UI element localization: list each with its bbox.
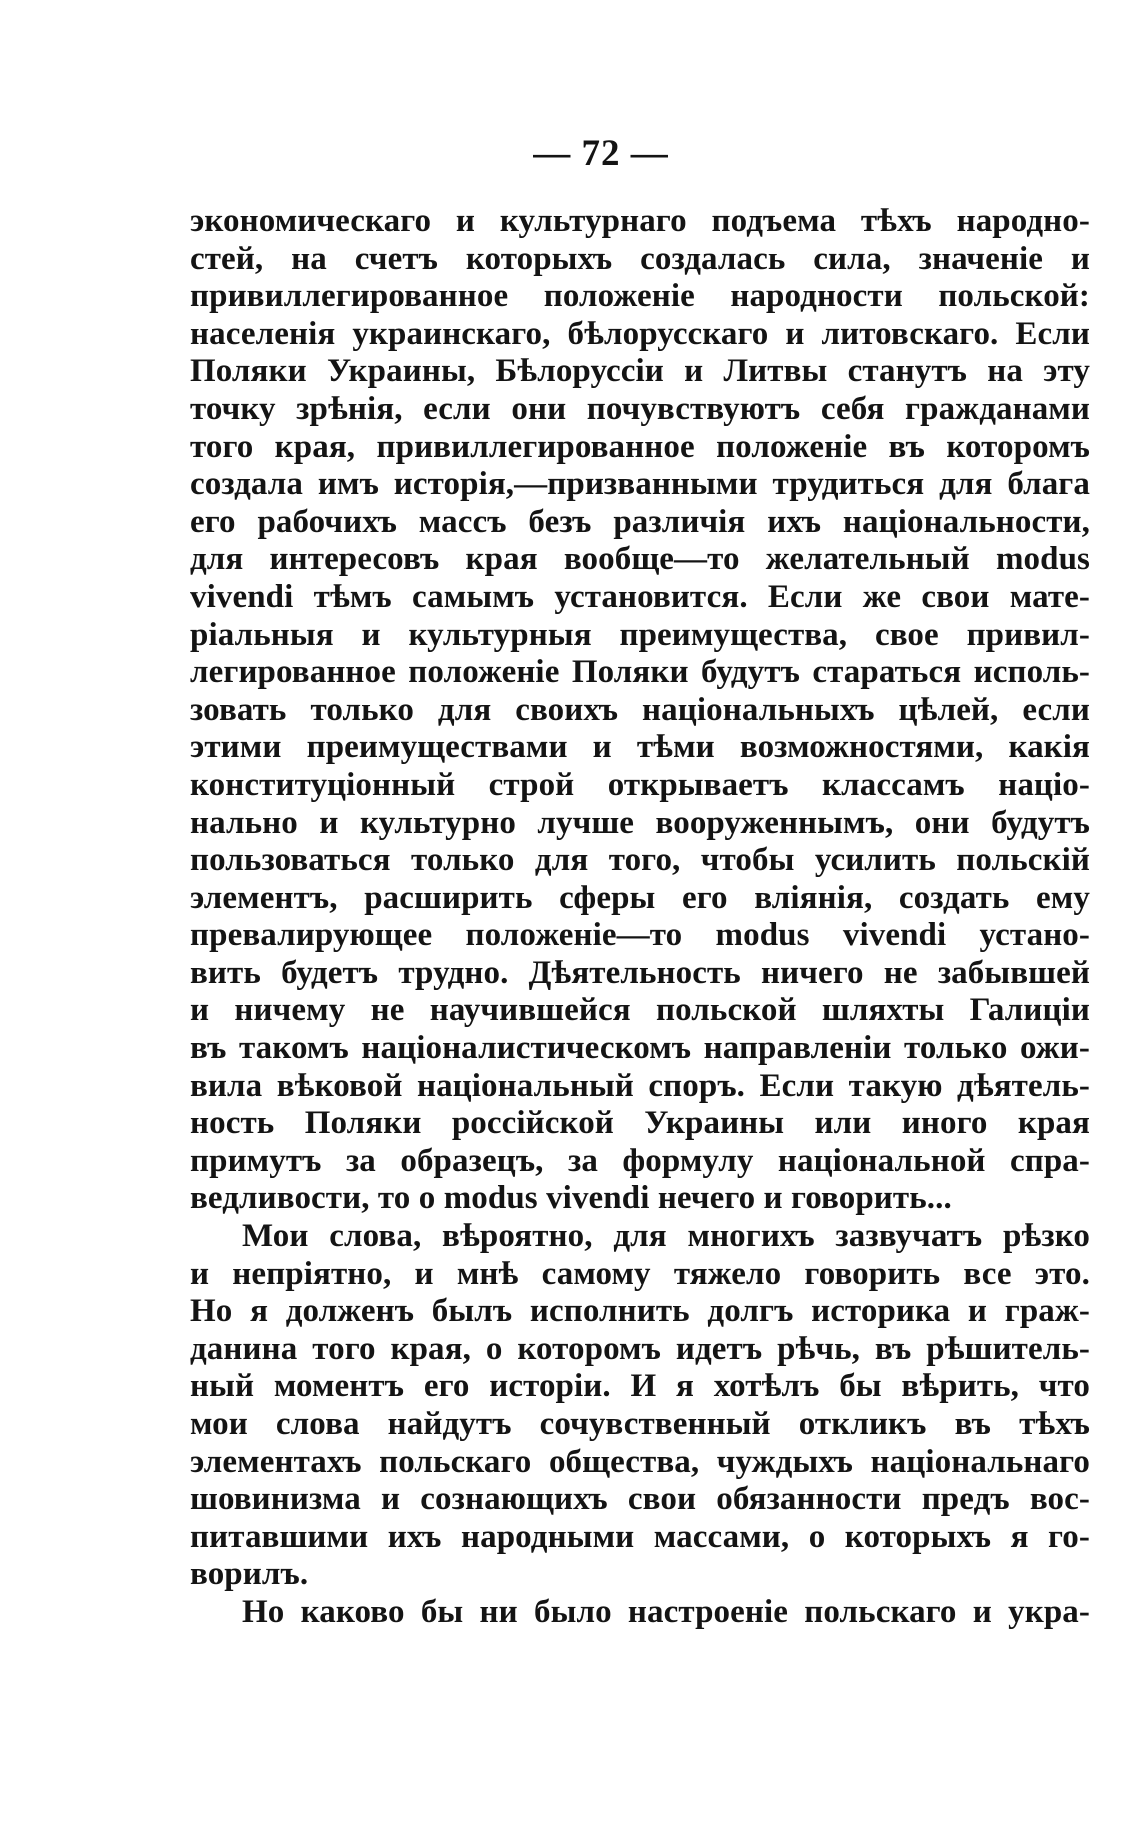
text-line: въ такомъ націоналистическомъ направленіи только ожи-: [190, 1030, 1090, 1067]
body-text: [190, 203, 1090, 1632]
text-line: и ничему не научившейся польской шляхты Галиціи: [190, 992, 1090, 1029]
text-line: шовинизма и сознающихъ свои обязанности предъ вос-: [190, 1481, 1090, 1518]
text-line: вила вѣковой національный споръ. Если такую дѣятель-: [190, 1067, 1090, 1104]
text-line: зовать только для своихъ національныхъ цѣлей, если: [190, 691, 1090, 728]
text-line: vivendi тѣмъ самымъ установится. Если же свои мате-: [190, 578, 1090, 615]
text-line: ность Поляки россійской Украины или иного края: [190, 1105, 1090, 1142]
text-line: примутъ за образецъ, за формулу національной спра-: [190, 1142, 1090, 1179]
text-line: легированное положеніе Поляки будутъ стараться исполь-: [190, 654, 1090, 691]
text-line: и непріятно, и мнѣ самому тяжело говорить все это.: [190, 1255, 1090, 1292]
text-line: пользоваться только для того, чтобы усилить польскій: [190, 842, 1090, 879]
text-line: этими преимуществами и тѣми возможностями, какія: [190, 729, 1090, 766]
text-line: его рабочихъ массъ безъ различія ихъ національности,: [190, 503, 1090, 540]
text-line: стей, на счетъ которыхъ создалась сила, значеніе и: [190, 240, 1090, 277]
paragraph: [190, 203, 1090, 1218]
paragraph: [190, 1594, 1090, 1632]
paragraph: [190, 1218, 1090, 1594]
text-line: превалирующее положеніе—то modus vivendi устано-: [190, 917, 1090, 954]
text-line: Мои слова, вѣроятно, для многихъ зазвучатъ рѣзко: [242, 1218, 1090, 1255]
text-line: Но я долженъ былъ исполнить долгъ историка и граж-: [190, 1293, 1090, 1330]
page-number: — 72 —: [533, 133, 669, 174]
text-line: населенія украинскаго, бѣлорусскаго и литовскаго. Если: [190, 315, 1090, 352]
text-line: Но каково бы ни было настроеніе польскаго и укра-: [242, 1593, 1090, 1630]
text-line: конституціонный строй открываетъ классамъ націо-: [190, 766, 1090, 803]
text-line: создала имъ исторія,—призванными трудиться для блага: [190, 466, 1090, 503]
text-line: Поляки Украины, Бѣлоруссіи и Литвы станутъ на эту: [190, 353, 1090, 390]
text-line: ворилъ.: [190, 1556, 309, 1593]
text-line: точку зрѣнія, если они почувствуютъ себя гражданами: [190, 390, 1090, 427]
text-line: ріальныя и культурныя преимущества, свое привил-: [190, 616, 1090, 653]
text-line: ный моментъ его исторіи. И я хотѣлъ бы вѣрить, что: [190, 1368, 1090, 1405]
text-line: ведливости, то о modus vivendi нечего и говорить...: [190, 1180, 952, 1217]
text-line: элементахъ польскаго общества, чуждыхъ національнаго: [190, 1443, 1090, 1480]
text-line: нально и культурно лучше вооруженнымъ, они будутъ: [190, 804, 1090, 841]
text-line: для интересовъ края вообще—то желательный modus: [190, 541, 1090, 578]
text-line: мои слова найдутъ сочувственный откликъ въ тѣхъ: [190, 1406, 1090, 1442]
text-line: элементъ, расширить сферы его вліянія, создать ему: [190, 879, 1090, 916]
text-line: данина того края, о которомъ идетъ рѣчь, въ рѣшитель-: [190, 1330, 1090, 1367]
text-line: того края, привиллегированное положеніе въ которомъ: [190, 428, 1090, 465]
text-line: питавшими ихъ народными массами, о которыхъ я го-: [190, 1518, 1090, 1555]
text-line: привиллегированное положеніе народности польской:: [190, 278, 1090, 315]
text-line: вить будетъ трудно. Дѣятельность ничего не забывшей: [190, 954, 1090, 991]
text-line: экономическаго и культурнаго подъема тѣхъ народно-: [190, 203, 1090, 239]
